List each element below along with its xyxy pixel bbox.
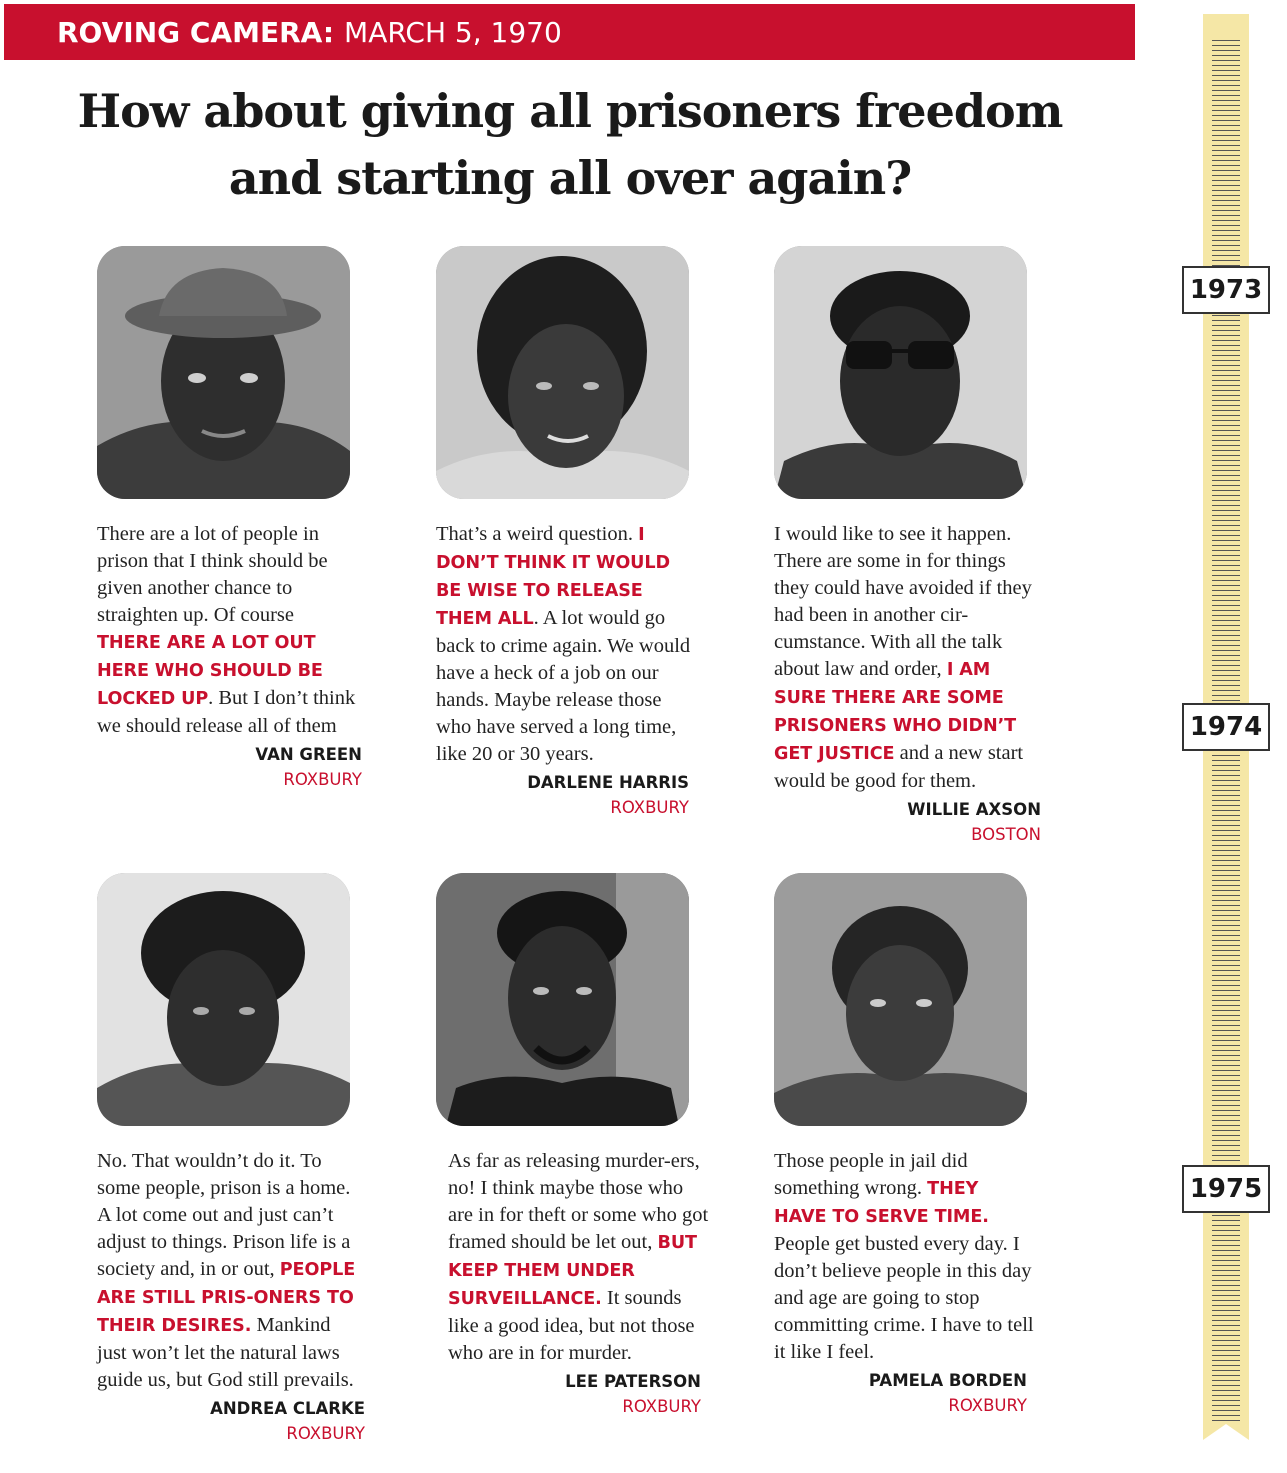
portrait-woman-icon [436,246,689,499]
attribution [436,1369,701,1419]
timeline-year-1973[interactable]: 1973 [1182,266,1270,314]
respondent-place: ROXBURY [610,798,689,817]
respondent-name: ANDREA CLARKE [210,1399,365,1418]
respondent-place: BOSTON [971,825,1041,844]
respondent-place: ROXBURY [283,770,362,789]
respondent-card-van-green [97,246,362,792]
page-headline [40,78,1100,212]
attribution [97,742,362,792]
attribution [97,1396,365,1446]
respondent-name: WILLIE AXSON [907,800,1041,819]
quote-text: No. That wouldn’t do it. To some people, prison is a home. A lot come out and just can’t adjust to things. Prison life is a society and, in or out, PEOPLE ARE STILL PRIS-ONERS TO THEIR DESIRES. Mankind just won’t let the natural laws guide us, but God still prevails. [97,1150,356,1391]
portrait-photo [97,873,350,1126]
portrait-photo [436,246,689,499]
quote-text: There are a lot of people in prison that I think should be given another chance to straighten up. Of course THERE ARE A LOT OUT HERE WHO SHOULD BE LOCKED UP. But I don’t think we should release all of them [97,523,356,737]
attribution [774,1368,1027,1418]
respondent-card-pamela-borden [774,873,1036,1418]
portrait-photo [97,246,350,499]
portrait-woman-sweater-icon [774,873,1027,1126]
quote-text: Those people in jail did something wrong. THEY HAVE TO SERVE TIME. People get busted every day. I don’t believe people in this day and age are going to stop committing crime. I have to tell it like I feel. [774,1150,1034,1363]
respondent-place: ROXBURY [286,1424,365,1443]
quote-text: As far as releasing murder-ers, no! I think maybe those who are in for theft or some who got framed should be let out, BUT KEEP THEM UNDER SURVEILLANCE. It sounds like a good idea, but not those who are in for murder. [448,1150,709,1364]
portrait-photo [436,873,689,1126]
attribution [436,770,689,820]
timeline-year-1975[interactable]: 1975 [1182,1165,1270,1213]
quote-highlight: I AM SURE THERE ARE SOME PRISONERS WHO DIDN’T GET JUSTICE [774,660,1017,764]
quote-highlight: PEOPLE ARE STILL PRIS-ONERS TO THEIR DESIRES. [97,1260,356,1336]
portrait-man-beard-icon [436,873,689,1126]
timeline-ruler-tail [1203,1424,1249,1440]
headline-line-1: How about giving all prisoners freedom [77,84,1063,138]
respondent-card-lee-paterson [436,873,710,1419]
headline-line-2: and starting all over again? [228,151,912,205]
portrait-man-hat-icon [97,246,350,499]
respondent-name: PAMELA BORDEN [868,1371,1027,1390]
portrait-photo [774,246,1027,499]
section-banner [4,4,1135,60]
quote-text: I would like to see it happen. There are some in for things they could have avoided if they had been in another cir-cumstance. With all the talk about law and order, I AM SURE THERE ARE SOME PRISONERS WHO DIDN’T GET JUSTICE and a new start would be good for them. [774,523,1032,792]
respondent-place: ROXBURY [622,1397,701,1416]
respondent-name: VAN GREEN [255,745,362,764]
respondent-place: ROXBURY [948,1396,1027,1415]
portrait-woman-afro-icon [97,873,350,1126]
quote-highlight: I DON’T THINK IT WOULD BE WISE TO RELEASE THEM ALL [436,525,670,629]
quote-text: That’s a weird question. I DON’T THINK IT WOULD BE WISE TO RELEASE THEM ALL. A lot would go back to crime again. We would have a heck of a job on our hands. Maybe release those who have served a long time, like 20 or 30 years. [436,523,691,765]
banner-kicker: ROVING CAMERA: [57,15,335,49]
quote-highlight: THERE ARE A LOT OUT HERE WHO SHOULD BE LOCKED UP [97,633,323,709]
portrait-photo [774,873,1027,1126]
respondent-name: DARLENE HARRIS [527,773,689,792]
banner-date: MARCH 5, 1970 [344,15,562,49]
respondent-name: LEE PATERSON [565,1372,701,1391]
respondent-card-andrea-clarke [97,873,365,1446]
portrait-man-glasses-icon [774,246,1027,499]
attribution [774,797,1041,847]
respondent-card-darlene-harris [436,246,698,820]
respondent-card-willie-axson [774,246,1041,847]
quote-highlight: THEY HAVE TO SERVE TIME. [774,1179,989,1227]
quote-highlight: BUT KEEP THEM UNDER SURVEILLANCE. [448,1233,697,1309]
timeline-year-1974[interactable]: 1974 [1182,703,1270,751]
